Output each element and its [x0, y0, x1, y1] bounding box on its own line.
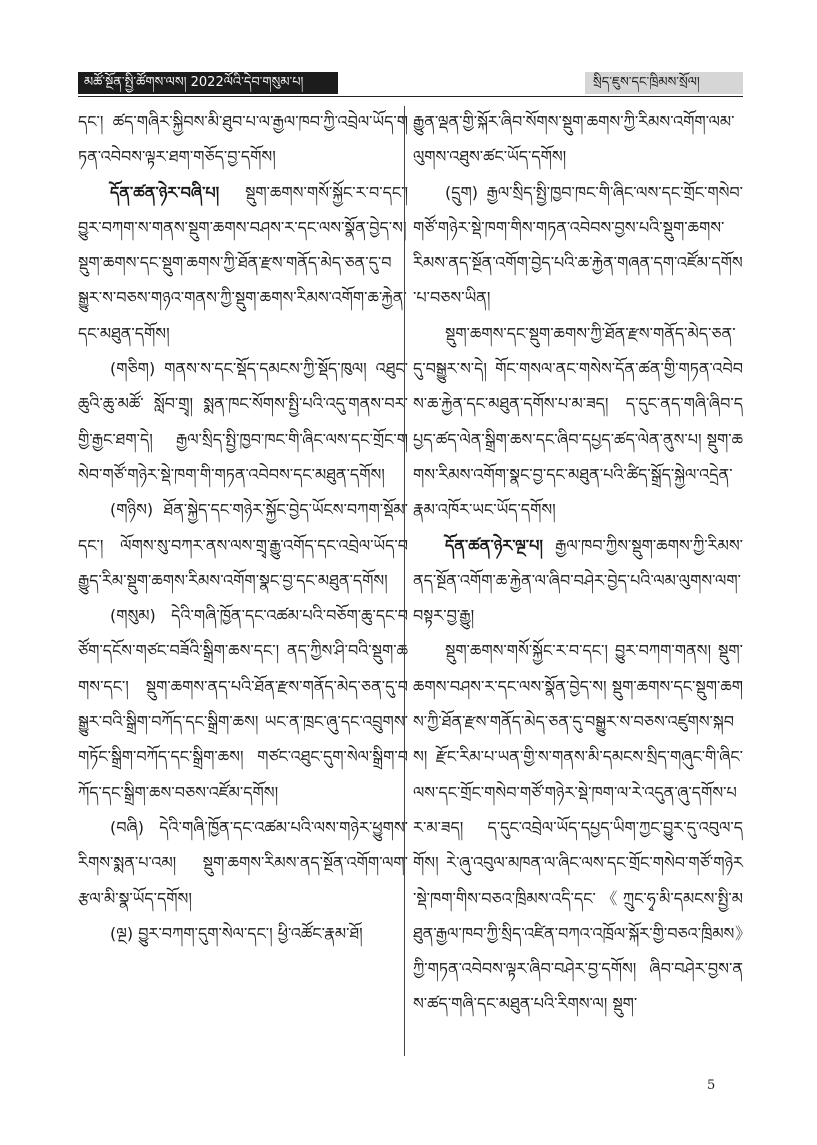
article-heading: དོན་ཚན་ཉེར་བཞི་པ། — [110, 182, 246, 202]
paragraph-text: (ལྔ) བྱུར་བཀག་དུག་སེལ་དང་། ཕྱི་འཚོང་རྣམ་ཐོ། — [110, 923, 363, 943]
paragraph — [413, 528, 743, 634]
paragraph — [78, 598, 408, 810]
header-rule — [78, 96, 743, 97]
journal-title-banner — [78, 72, 338, 94]
paragraph-text: རྒྱུན་ལྡན་གྱི་སྐོར་ཞིབ་སོགས་སྡུག་ཆགས་ཀྱི་རིམས་འགོག་ལམ་ལུགས་འཐུས་ཚང་ཡོད་དགོས། — [413, 112, 735, 167]
page-number: 5 — [707, 1078, 716, 1093]
paragraph-text: སྡུག་ཆགས་དང་སྡུག་ཆགས་ཀྱི་ཐོན་རྫས་གནོད་མེད་ཅན་དུ་བསྒྱུར་ས་དེ། གོང་གསལ་ནང་གསེས་དོན་ཚན་གྱི་གཏན་འབེབས་ཆ་རྐྱེན་དང་མཐུན་དགོས་པ་མ་ཟད། ད་དུང་ནད་གཞི་ཞིབ་དཔྱད་ཚད་ལེན་སྒྲིག་ཆས་དང་ཞིབ་དཔྱད་ཚད་ལེན་ནུས་པ། སྡུག་ཆགས་རིམས་འགོག་སྣང་བྱ་དང་མཐུན་པའི་ཚིད་སྒྲོད་སྐྱེལ་འདྲེན་རྣམ་འཁོར་ཡང་ཡོད་དགོས། — [413, 323, 743, 520]
paragraph — [78, 492, 408, 598]
paragraph — [413, 633, 743, 1021]
paragraph — [413, 175, 743, 316]
paragraph-text: (གཉིས) ཐོན་སྐྱེད་དང་གཉེར་སྐྱོང་བྱེད་ཡོངས་བཀག་སྡོམ་དང་། ལོགས་སུ་བཀར་ནས་ལས་གྲྭ་རྒྱུ་འགོད་དང་འབྲེལ་ཡོད་བརྒྱུད་རིམ་སྡུག་ཆགས་རིམས་འགོག་སྣང་བྱ་དང་མཐུན་དགོས། — [78, 500, 408, 590]
left-column — [78, 104, 408, 951]
paragraph — [413, 104, 743, 175]
paragraph-text: དང་། ཚད་གཞིར་སྐྱིབས་མི་ཐུབ་པ་ལ་རྒྱལ་ཁབ་ཀྱི་འབྲེལ་ཡོད་གཏན་འབེབས་ལྟར་ཐག་གཅོད་བྱ་དགོས། — [78, 112, 408, 167]
paragraph-text: སྡུག་ཆགས་གསོ་སྐྱོང་ར་བ་དང་། བྱུར་བཀག་གནས། སྡུག་ཆགས་བཤས་ར་དང་ལས་སྣོན་བྱེད་ས། སྡུག་ཆགས་དང་སྡུག་ཆགས་ཀྱི་ཐོན་རྫས་གནོད་མེད་ཅན་དུ་བསྒྱུར་ས་བཅས་འཛུགས་སྐབས། རྫོང་རིམ་པ་ཡན་གྱི་ས་གནས་མི་དམངས་སྲིད་གཞུང་གི་ཞིང་ལས་དང་གྲོང་གསེབ་གཙོ་གཉེར་སྡེ་ཁག་ལ་རེ་འདུན་ཞུ་དགོས་པར་མ་ཟད། ད་དུང་འབྲེལ་ཡོད་དཔྱད་ཡིག་ཀྱང་བྱུར་དུ་འབུལ་དགོས། རེ་ཞུ་འབུལ་མཁན་ལ་ཞིང་ལས་དང་གྲོང་གསེབ་གཙོ་གཉེར་སྡེ་ཁག་གིས་བཅའ་ཁྲིམས་འདི་དང་《ཀྲུང་ཧྭ་མི་དམངས་སྤྱི་མཐུན་རྒྱལ་ཁབ་ཀྱི་སྲིད་འཛིན་བཀའ་འཁྲོལ་སྐོར་གྱི་བཅའ་ཁྲིམས》ཀྱི་གཏན་འབེབས་ལྟར་ཞིབ་བཤེར་བྱ་དགོས། ཞིབ་བཤེར་བྱས་ནས་ཚད་གཞི་དང་མཐུན་པའི་རིགས་ལ། སྡུག་ — [413, 641, 743, 1014]
paragraph-text: སྡུག་ཆགས་གསོ་སྐྱོང་ར་བ་དང་། བྱུར་བཀག་ས་གནས་སྡུག་ཆགས་བཤས་ར་དང་ལས་སྣོན་བྱེད་ས། སྡུག་ཆགས་དང་སྡུག་ཆགས་ཀྱི་ཐོན་རྫས་གནོད་མེད་ཅན་དུ་བསྒྱུར་ས་བཅས་གཉའ་གནས་ཀྱི་སྡུག་ཆགས་རིམས་འགོག་ཆ་རྐྱེན་དང་མཐུན་དགོས། — [78, 182, 408, 343]
paragraph-text: རྒྱལ་ཁབ་ཀྱིས་སྡུག་ཆགས་ཀྱི་རིམས་ནད་སྔོན་འགོག་ཆ་རྐྱེན་ལ་ཞིབ་བཤེར་བྱེད་པའི་ལམ་ལུགས་ལག་བསྟར་བྱ་རྒྱུ། — [413, 535, 743, 626]
paragraph-text: (གཅིག) གནས་ས་དང་སྡོད་དམངས་ཀྱི་སྡོད་ཁུལ། འཐུང་ཆུའི་ཆུ་མཚོ་ སློབ་གྲྭ། སྨན་ཁང་སོགས་སྤྱི་པའི་འདུ་གནས་བར་གྱི་རྒྱང་ཐག་དེ། རྒྱལ་སྲིད་སྤྱི་ཁྱབ་ཁང་གི་ཞིང་ལས་དང་གྲོང་གསེབ་གཙོ་གཉེར་སྡེ་ཁག་གི་གཏན་འབེབས་དང་མཐུན་དགོས། — [78, 359, 408, 484]
paragraph — [413, 316, 743, 528]
paragraph — [78, 104, 408, 175]
paragraph-text: (དྲུག) རྒྱལ་སྲིད་སྤྱི་ཁྱབ་ཁང་གི་ཞིང་ལས་དང་གྲོང་གསེབ་གཙོ་གཉེར་སྡེ་ཁག་གིས་གཏན་འབེབས་བྱས་པའི་སྡུག་ཆགས་རིམས་ནད་སྔོན་འགོག་བྱེད་པའི་ཆ་རྐྱེན་གཞན་དག་འཛོམ་དགོས་པ་བཅས་ཡིན། — [413, 182, 743, 308]
paragraph — [78, 916, 408, 951]
paragraph — [78, 810, 408, 916]
paragraph — [78, 351, 408, 492]
section-title: སྲིད་ཇུས་དང་ཁྲིམས་སྲོལ། — [593, 75, 700, 90]
paragraph — [78, 175, 408, 351]
article-heading: དོན་ཚན་ཉེར་ལྔ་པ། — [445, 535, 556, 555]
paragraph-text: (བཞི) དེའི་གཞི་ཁྱོན་དང་འཚམ་པའི་ལས་གཉེར་ཕྱུགས་རིགས་སྨན་པ་འམ། སྡུག་ཆགས་རིམས་ནད་སྔོན་འགོག་ལག་རྩལ་མི་སྣ་ཡོད་དགོས། — [78, 817, 408, 908]
right-column — [413, 104, 743, 1022]
journal-title: མཚོ་སྔོན་སྤྱི་ཚོགས་ལས། 2022ལོའི་དེབ་གསུམ་པ། — [84, 75, 304, 90]
section-title-banner — [585, 72, 743, 94]
paragraph-text: (གསུམ) དེའི་གཞི་ཁྱོན་དང་འཚམ་པའི་བཅོག་ཆུ་དང་བཙོག་དངོས་གཙང་བཟོའི་སྒྲིག་ཆས་དང་། ནད་ཀྱིས་ཤི་བའི་སྡུག་ཆགས་དང་། སྡུག་ཆགས་ནད་པའི་ཐོན་རྫས་གནོད་མེད་ཅན་དུ་བསྒྱུར་བའི་སྒྲིག་བཀོད་དང་སྒྲིག་ཆས། ཡང་ན་ཁྲང་ཞུ་དང་འབྲུགས་གཏོང་སྒྲིག་བཀོད་དང་སྒྲིག་ཆས། གཙང་འཐུང་དུག་སེལ་སྒྲིག་བཀོད་དང་སྒྲིག་ཆས་བཅས་འཛོམ་དགོས། — [78, 606, 408, 802]
column-divider — [404, 106, 405, 1056]
